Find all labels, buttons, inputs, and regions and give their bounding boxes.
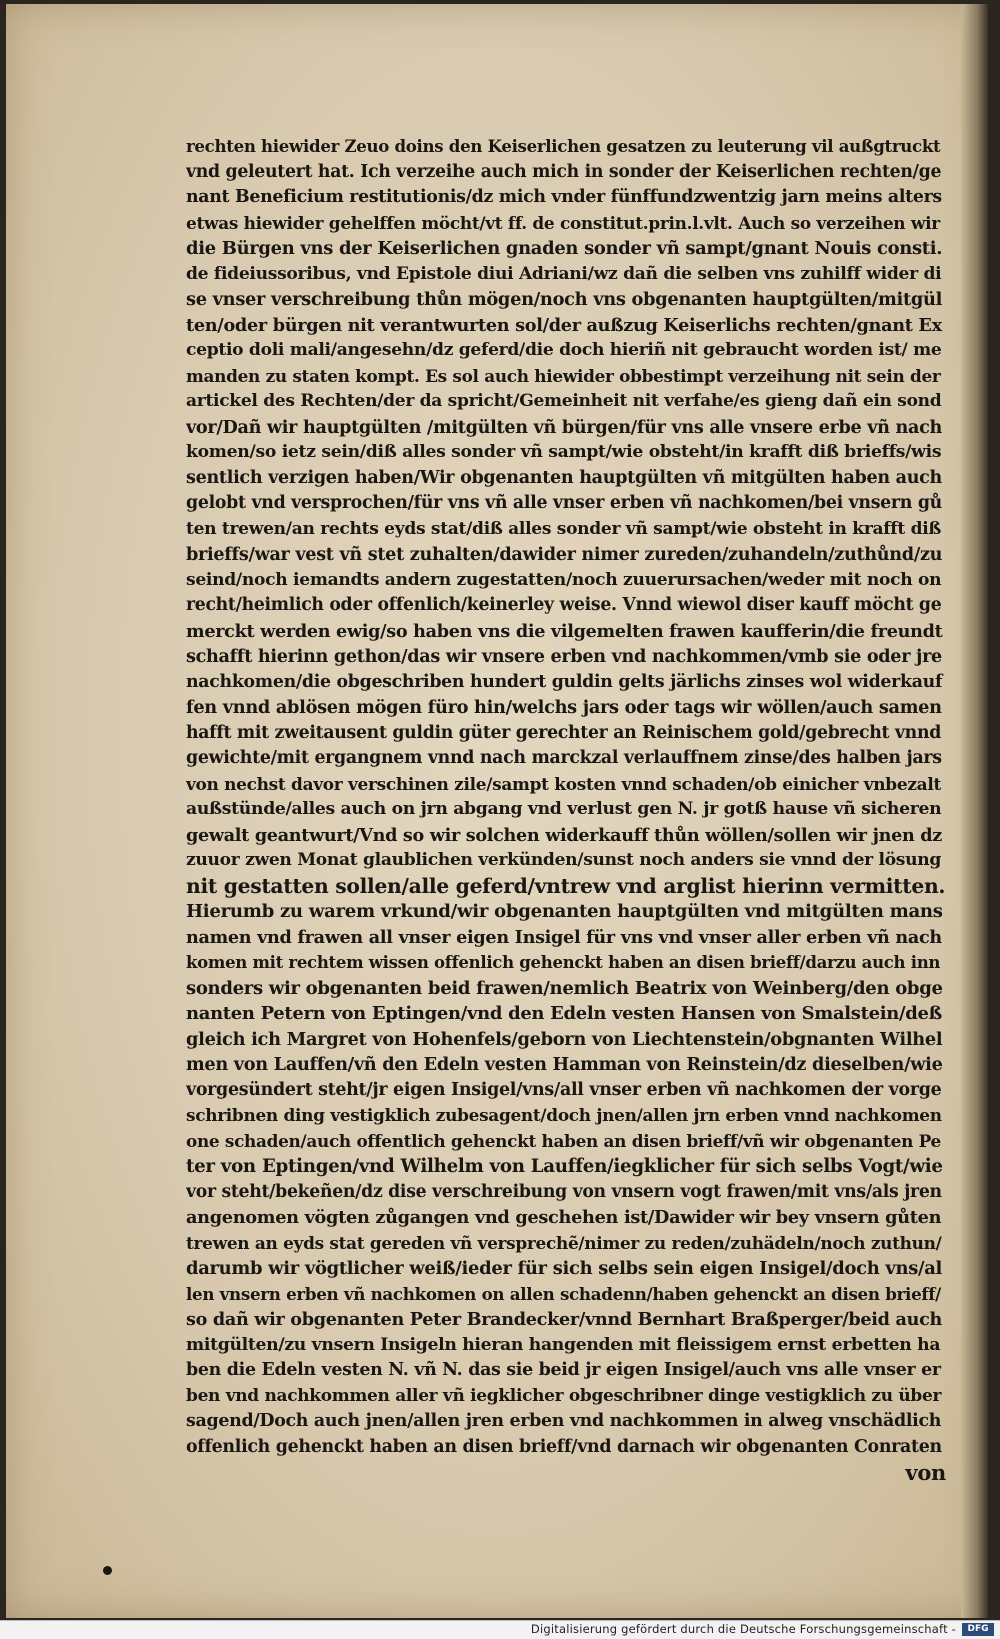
text-line: fen vnnd ablösen mögen füro hin/welchs jars oder tags wir wöllen/auch samen xyxy=(186,697,942,718)
funding-notice: Digitalisierung gefördert durch die Deutsche Forschungsgemeinschaft - xyxy=(530,1622,956,1636)
text-line: se vnser verschreibung thůn mögen/noch vns obgenanten hauptgülten/mitgül xyxy=(186,289,943,310)
text-line: außstünde/alles auch on jrn abgang vnd verlust gen N. jr gotß hause vñ sicheren xyxy=(186,799,942,819)
text-line: darumb wir vögtlicher weiß/ieder für sich selbs sein eigen Insigel/doch vns/al xyxy=(186,1258,943,1279)
text-line: men von Lauffen/vñ den Edeln vesten Hamman von Reinstein/dz dieselben/wie xyxy=(186,1054,943,1075)
text-line: sagend/Doch auch jnen/allen jren erben vnd nachkommen in alweg vnschädlich xyxy=(186,1411,942,1431)
text-line: recht/heimlich oder offenlich/keinerley weise. Vnnd wiewol diser kauff möcht ge xyxy=(186,595,942,615)
text-line: artickel des Rechten/der da spricht/Gemeinheit nit verfahe/es gieng dañ ein sond xyxy=(186,391,942,411)
footer-bar xyxy=(0,1620,1000,1639)
text-line: hafft mit zweitausent guldin güter gerechter an Reinischem gold/gebrecht vnnd xyxy=(186,722,942,743)
text-line: komen mit rechtem wissen offenlich gehenckt haben an disen brieff/darzu auch inn xyxy=(186,952,941,972)
text-line: one schaden/auch offentlich gehenckt haben an disen brieff/vñ wir obgenanten Pe xyxy=(186,1130,941,1151)
dfg-logo: DFG xyxy=(962,1623,994,1636)
text-line: de fideiussoribus, vnd Epistole diui Adriani/wz dañ die selben vns zuhilff wider di xyxy=(186,263,942,284)
text-line: nit gestatten sollen/alle geferd/vntrew vnd arglist hierinn vermitten. xyxy=(186,873,946,898)
text-line: zuuor zwen Monat glaublichen verkünden/sunst noch anders sie vnnd der lösung xyxy=(186,850,941,870)
text-line: nant Beneficium restitutionis/dz mich vnder fünffundzwentzig jarn meins alters xyxy=(186,187,942,207)
text-line: offenlich gehenckt haben an disen brieff/vnd darnach wir obgenanten Conraten xyxy=(186,1436,942,1457)
text-line: vor steht/bekeñen/dz dise verschreibung von vnsern vogt frawen/mit vns/als jren xyxy=(186,1181,942,1202)
text-line: mitgülten/zu vnsern Insigeln hieran hangenden mit fleissigem ernst erbetten ha xyxy=(186,1334,941,1355)
text-line: seind/noch iemandts andern zugestatten/noch zuuerursachen/weder mit noch on xyxy=(186,569,942,590)
text-line: so dañ wir obgenanten Peter Brandecker/vnnd Bernhart Braßperger/beid auch xyxy=(186,1309,942,1330)
text-line: gewalt geantwurt/Vnd so wir solchen widerkauff thůn wöllen/sollen wir jnen dz xyxy=(186,824,942,846)
text-line: namen vnd frawen all vnser eigen Insigel für vns vnd vnser aller erben vñ nach xyxy=(186,926,942,948)
text-line: schafft hierinn gethon/das wir vnsere erben vnd nachkommen/vmb sie oder jre xyxy=(186,646,942,667)
text-line: angenomen vögten zůgangen vnd geschehen ist/Dawider wir bey vnsern gůten xyxy=(186,1207,942,1228)
text-line: sonders wir obgenanten beid frawen/nemlich Beatrix von Weinberg/den obge xyxy=(186,977,943,999)
text-line: etwas hiewider gehelffen möcht/vt ff. de constitut.prin.l.vlt. Auch so verzeihen wir xyxy=(186,212,940,233)
text-line: sentlich verzigen haben/Wir obgenanten hauptgülten vñ mitgülten haben auch xyxy=(186,467,942,488)
text-line: gleich ich Margret von Hohenfels/geborn von Liechtenstein/obgnanten Wilhel xyxy=(186,1028,943,1050)
text-line: ten/oder bürgen nit verantwurten sol/der außzug Keiserlichs rechten/gnant Ex xyxy=(186,314,942,336)
ink-dot xyxy=(103,1566,112,1575)
text-line: von xyxy=(905,1460,946,1485)
text-line: merckt werden ewig/so haben vns die vilgemelten frawen kaufferin/die freundt xyxy=(186,620,943,642)
text-line: ben die Edeln vesten N. vñ N. das sie beid jr eigen Insigel/auch vns alle vnser er xyxy=(186,1360,941,1380)
text-line: die Bürgen vns der Keiserlichen gnaden sonder vñ sampt/gnant Nouis consti. xyxy=(186,238,943,259)
text-line: ceptio doli mali/angesehn/dz geferd/die doch hieriñ nit gebraucht worden ist/ me xyxy=(186,340,942,360)
text-line: len vnsern erben vñ nachkomen on allen schadenn/haben gehenckt an disen brieff/ xyxy=(186,1283,941,1304)
text-line: nachkomen/die obgeschriben hundert guldin gelts järlichs zinses wol widerkauf xyxy=(186,671,943,692)
book-gutter xyxy=(961,4,988,1618)
text-line: vnd geleutert hat. Ich verzeihe auch mich in sonder der Keiserlichen rechten/ge xyxy=(186,161,942,182)
text-line: manden zu staten kompt. Es sol auch hiewider obbestimpt verzeihung nit sein der xyxy=(186,365,941,386)
text-line: ten trewen/an rechts eyds stat/diß alles sonder vñ sampt/wie obsteht in krafft diß xyxy=(186,518,942,539)
page-text-block xyxy=(186,134,946,1486)
text-line: gelobt vnd versprochen/für vns vñ alle vnser erben vñ nachkomen/bei vnsern gů xyxy=(186,493,942,513)
text-line: schribnen ding vestigklich zubesagent/doch jnen/allen jrn erben vnnd nachkomen xyxy=(186,1105,942,1125)
text-line: vor/Dañ wir hauptgülten /mitgülten vñ bürgen/für vns alle vnsere erbe vñ nach xyxy=(186,416,943,438)
scanned-page xyxy=(6,4,988,1618)
text-line: von nechst davor verschinen zile/sampt kosten vnnd schaden/ob einicher vnbezalt xyxy=(186,773,941,794)
text-line: vorgesündert steht/jr eigen Insigel/vns/all vnser erben vñ nachkomen der vorge xyxy=(186,1079,942,1100)
text-line: ter von Eptingen/vnd Wilhelm von Lauffen/iegklicher für sich selbs Vogt/wie xyxy=(186,1156,943,1177)
text-line: ben vnd nachkommen aller vñ iegklicher obgeschribner dinge vestigklich zu über xyxy=(186,1385,942,1406)
text-line: gewichte/mit ergangnem vnnd nach marckzal verlauffnem zinse/des halben jars xyxy=(186,748,942,768)
text-line: Hierumb zu warem vrkund/wir obgenanten hauptgülten vnd mitgülten mans xyxy=(186,901,943,922)
text-line: brieffs/war vest vñ stet zuhalten/dawider nimer zureden/zuhandeln/zuthůnd/zu xyxy=(186,544,943,565)
text-line: nanten Petern von Eptingen/vnd den Edeln vesten Hansen von Smalstein/deß xyxy=(186,1003,942,1024)
text-line: trewen an eyds stat gereden vñ versprechẽ/nimer zu reden/zuhädeln/noch zuthun/ xyxy=(186,1232,942,1253)
text-line: komen/so ietz sein/diß alles sonder vñ sampt/wie obsteht/in krafft diß brieffs/wis xyxy=(186,442,942,462)
text-line: rechten hiewider Zeuo doins den Keiserlichen gesatzen zu leuterung vil außgtruckt xyxy=(186,136,941,156)
